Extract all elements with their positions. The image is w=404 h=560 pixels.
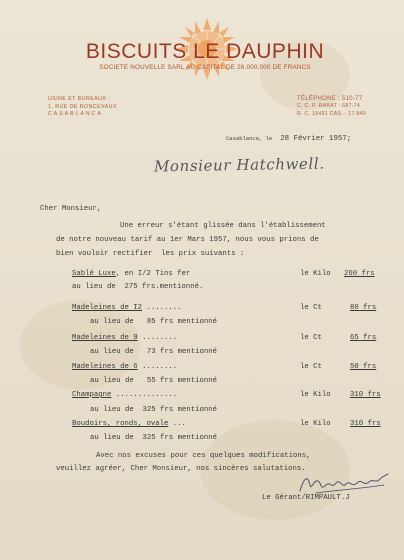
price-value: 310 frs bbox=[350, 391, 381, 399]
letter-date-line bbox=[226, 135, 351, 143]
letter-date: 28 Février 1957; bbox=[280, 135, 352, 143]
letter-place: Casablanca, le bbox=[226, 135, 273, 142]
product-name: Champagne bbox=[72, 391, 112, 399]
product-name: Sablé Luxe bbox=[72, 270, 116, 278]
price-unit: le Kilo bbox=[300, 420, 331, 428]
telephone-line: C. C. P. RABAT : 687-74 bbox=[297, 103, 361, 110]
price-value: 65 frs bbox=[350, 334, 377, 342]
company-capital-line: SOCIETE NOUVELLE SARL AU CAPITAL DE 26.000.000 DE FRANCS bbox=[99, 64, 311, 71]
old-price: au lieu de 325 frs mentionné bbox=[90, 434, 217, 442]
old-price: au lieu de 85 frs mentionné bbox=[90, 318, 217, 326]
price-unit: le Ct bbox=[300, 334, 322, 342]
address-line: CASABLANCA bbox=[48, 111, 103, 118]
price-unit: le Ct bbox=[300, 304, 322, 312]
product-detail: ... bbox=[172, 420, 186, 428]
closing-line: veuillez agréer, Cher Monsieur, nos sincères salutations. bbox=[56, 465, 306, 473]
closing-line: Avec nos excuses pour ces quelques modifications, bbox=[96, 452, 311, 460]
product-detail: , en I/2 Tins fer bbox=[115, 270, 191, 278]
old-price: au lieu de 325 frs mentionné bbox=[90, 406, 217, 414]
price-row bbox=[72, 363, 177, 371]
signer-name: Le Gérant/RIMPAULT.J bbox=[262, 494, 350, 502]
product-name: Madeleines de 6 bbox=[72, 363, 138, 371]
product-name: Madeleines de 9 bbox=[72, 334, 138, 342]
company-brand-name: BISCUITS LE DAUPHIN bbox=[85, 40, 325, 63]
product-detail: ........ bbox=[146, 304, 182, 312]
product-detail: ........ bbox=[142, 363, 178, 371]
price-row bbox=[72, 334, 177, 342]
product-detail: ........ bbox=[142, 334, 178, 342]
recipient-handwritten: Monsieur Hatchwell. bbox=[153, 154, 325, 176]
price-row bbox=[72, 420, 186, 428]
salutation: Cher Monsieur, bbox=[40, 205, 102, 213]
intro-line: de notre nouveau tarif au 1er Mars 1957, nous vous prions de bbox=[56, 236, 319, 244]
price-value: 80 frs bbox=[350, 304, 377, 312]
price-unit: le Kilo bbox=[300, 391, 331, 399]
product-detail: .............. bbox=[115, 391, 178, 399]
company-telephone bbox=[297, 96, 366, 118]
price-value: 50 frs bbox=[350, 363, 377, 371]
address-line: 1, RUE DE RONCEVAUX bbox=[48, 103, 117, 110]
company-address bbox=[48, 96, 117, 119]
product-name: Madeleines de I2 bbox=[72, 304, 143, 312]
telephone-line: TÉLÉPHONE : 510-77 bbox=[297, 96, 363, 102]
price-unit: le Kilo bbox=[300, 270, 331, 278]
old-price: au lieu de 73 frs mentionné bbox=[90, 348, 217, 356]
intro-line: bien vouloir rectifier les prix suivants : bbox=[56, 250, 245, 258]
old-price: au lieu de 275 frs.mentionné. bbox=[72, 283, 204, 291]
product-name: Boudoirs, ronds, ovale bbox=[72, 420, 169, 428]
telephone-line: R. C. 15431 CAS. : 17.949 bbox=[297, 110, 366, 117]
price-value: 260 frs bbox=[344, 270, 375, 278]
address-line: USINE ET BUREAUX : bbox=[48, 96, 111, 102]
price-row bbox=[72, 304, 181, 312]
price-row bbox=[72, 270, 190, 278]
price-row bbox=[72, 391, 177, 399]
intro-line: Une erreur s'étant glissée dans l'établissement bbox=[120, 222, 326, 230]
price-unit: le Ct bbox=[300, 363, 322, 371]
price-value: 310 frs bbox=[350, 420, 381, 428]
old-price: au lieu de 55 frs mentionné bbox=[90, 377, 217, 385]
